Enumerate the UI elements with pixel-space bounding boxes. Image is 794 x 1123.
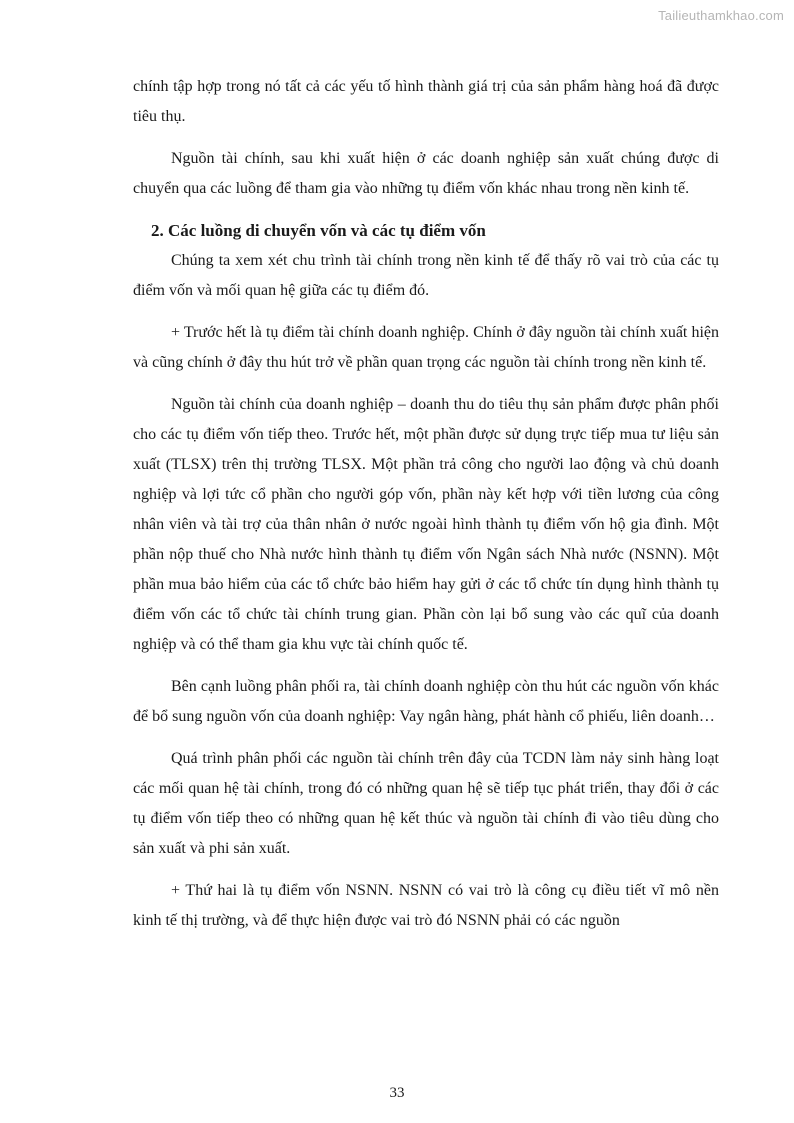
paragraph: Bên cạnh luồng phân phối ra, tài chính doanh nghiệp còn thu hút các nguồn vốn khác để bổ sung nguồn vốn của doanh nghiệp: Vay ngân hàng, phát hành cổ phiếu, liên doanh… bbox=[133, 678, 719, 725]
paragraph: + Thứ hai là tụ điểm vốn NSNN. NSNN có vai trò là công cụ điều tiết vĩ mô nền kinh tế thị trường, và để thực hiện được vai trò đó NSNN phải có các nguồn bbox=[133, 882, 719, 929]
paragraph: Quá trình phân phối các nguồn tài chính trên đây của TCDN làm nảy sinh hàng loạt các mối quan hệ tài chính, trong đó có những quan hệ sẽ tiếp tục phát triển, thay đổi ở các tụ điểm vốn tiếp theo có những quan hệ kết thúc và nguồn tài chính đi vào tiêu dùng cho sản xuất và phi sản xuất. bbox=[133, 750, 719, 857]
page-body bbox=[133, 72, 719, 948]
paragraph: Nguồn tài chính của doanh nghiệp – doanh thu do tiêu thụ sản phẩm được phân phối cho các tụ điểm vốn tiếp theo. Trước hết, một phần được sử dụng trực tiếp mua tư liệu sản xuất (TLSX) trên thị trường TLSX. Một phần trả công cho người lao động và chủ doanh nghiệp và lợi tức cổ phần cho người góp vốn, phần này kết hợp với tiền lương của công nhân viên và tài trợ của thân nhân ở nước ngoài hình thành tụ điểm vốn hộ gia đình. Một phần nộp thuế cho Nhà nước hình thành tụ điểm vốn Ngân sách Nhà nước (NSNN). Một phần mua bảo hiểm của các tổ chức bảo hiểm hay gửi ở các tổ chức tín dụng hình thành tụ điểm vốn các tổ chức tài chính trung gian. Phần còn lại bổ sung vào các quĩ của doanh nghiệp và có thể tham gia khu vực tài chính quốc tế. bbox=[133, 396, 719, 653]
paragraph: Nguồn tài chính, sau khi xuất hiện ở các doanh nghiệp sản xuất chúng được di chuyển qua các luồng để tham gia vào những tụ điểm vốn khác nhau trong nền kinh tế. bbox=[133, 150, 719, 197]
section-heading: 2. Các luồng di chuyển vốn và các tụ điểm vốn bbox=[151, 221, 486, 240]
paragraph-continuation: chính tập hợp trong nó tất cả các yếu tố hình thành giá trị của sản phẩm hàng hoá đã được tiêu thụ. bbox=[133, 78, 719, 125]
page-number: 33 bbox=[389, 1085, 405, 1101]
paragraph: Chúng ta xem xét chu trình tài chính trong nền kinh tế để thấy rõ vai trò của các tụ điểm vốn và mối quan hệ giữa các tụ điểm đó. bbox=[133, 252, 719, 299]
paragraph: + Trước hết là tụ điểm tài chính doanh nghiệp. Chính ở đây nguồn tài chính xuất hiện và cũng chính ở đây thu hút trở về phần quan trọng các nguồn tài chính trong nền kinh tế. bbox=[133, 324, 719, 371]
watermark: Tailieuthamkhao.com bbox=[658, 8, 784, 23]
